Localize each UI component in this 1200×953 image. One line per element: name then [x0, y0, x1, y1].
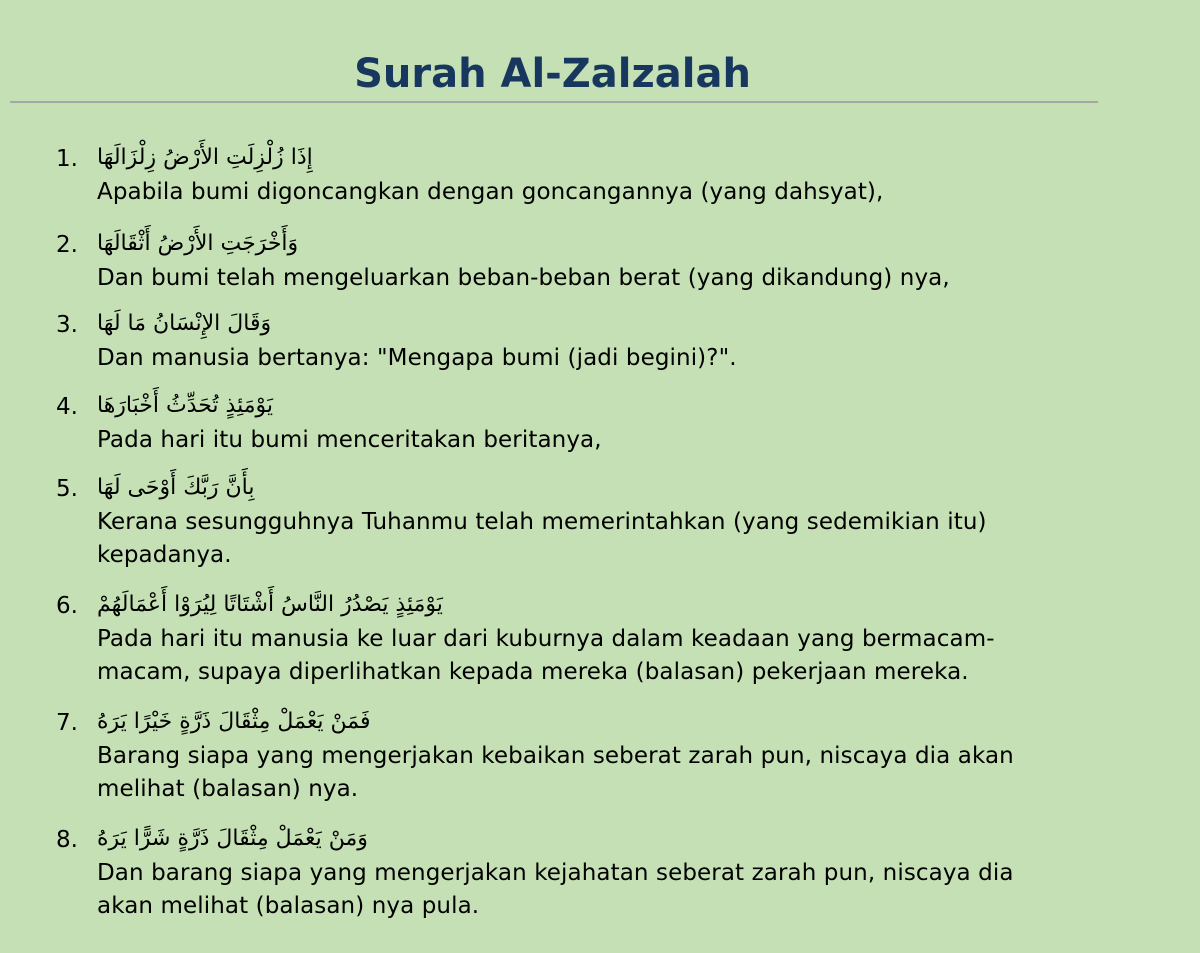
- arabic-text: وَمَنْ يَعْمَلْ مِثْقَالَ ذَرَّةٍ شَرًّا يَرَهُ: [97, 826, 368, 851]
- page-title: Surah Al-Zalzalah: [354, 51, 751, 97]
- verse-item: [0, 821, 1097, 922]
- verse-number: 5.: [56, 476, 78, 502]
- verse-number: 6.: [56, 593, 78, 619]
- verse-number: 3.: [56, 312, 78, 338]
- verse-item: [0, 470, 1097, 571]
- verse-number: 1.: [56, 146, 78, 172]
- verse-item: [0, 140, 1097, 208]
- title-divider: [10, 101, 1098, 103]
- arabic-text: بِأَنَّ رَبَّكَ أَوْحَى لَهَا: [97, 475, 255, 500]
- verse-number: 2.: [56, 232, 78, 258]
- translation-text: Kerana sesungguhnya Tuhanmu telah memerintahkan (yang sedemikian itu) kepadanya.: [97, 509, 987, 568]
- translation-text: Pada hari itu manusia ke luar dari kuburnya dalam keadaan yang bermacam-macam, supaya diperlihatkan kepada mereka (balasan) pekerjaan mereka.: [97, 626, 995, 685]
- verse-item: [0, 388, 1097, 456]
- arabic-text: يَوْمَئِذٍ تُحَدِّثُ أَخْبَارَهَا: [97, 393, 274, 418]
- verse-number: 7.: [56, 710, 78, 736]
- verse-item: [0, 704, 1097, 805]
- arabic-text: وَقَالَ الإِنْسَانُ مَا لَهَا: [97, 311, 272, 336]
- verse-number: 8.: [56, 827, 78, 853]
- verse-item: [0, 587, 1097, 688]
- arabic-text: فَمَنْ يَعْمَلْ مِثْقَالَ ذَرَّةٍ خَيْرًا يَرَهُ: [97, 709, 371, 734]
- verse-item: [0, 226, 1097, 294]
- translation-text: Barang siapa yang mengerjakan kebaikan seberat zarah pun, niscaya dia akan melihat (balasan) nya.: [97, 743, 1014, 802]
- arabic-text: يَوْمَئِذٍ يَصْدُرُ النَّاسُ أَشْتَاتًا لِيُرَوْا أَعْمَالَهُمْ: [97, 592, 443, 617]
- arabic-text: وَأَخْرَجَتِ الأَرْضُ أَثْقَالَهَا: [97, 231, 299, 256]
- translation-text: Dan manusia bertanya: "Mengapa bumi (jadi begini)?".: [97, 345, 737, 371]
- translation-text: Dan barang siapa yang mengerjakan kejahatan seberat zarah pun, niscaya dia akan melihat (balasan) nya pula.: [97, 860, 1014, 919]
- verse-list: [0, 140, 1200, 922]
- verse-item: [0, 306, 1097, 374]
- arabic-text: إِذَا زُلْزِلَتِ الأَرْضُ زِلْزَالَهَا: [97, 145, 313, 170]
- verse-number: 4.: [56, 394, 78, 420]
- translation-text: Dan bumi telah mengeluarkan beban-beban berat (yang dikandung) nya,: [97, 265, 950, 291]
- translation-text: Pada hari itu bumi menceritakan beritanya,: [97, 427, 602, 453]
- translation-text: Apabila bumi digoncangkan dengan goncangannya (yang dahsyat),: [97, 179, 884, 205]
